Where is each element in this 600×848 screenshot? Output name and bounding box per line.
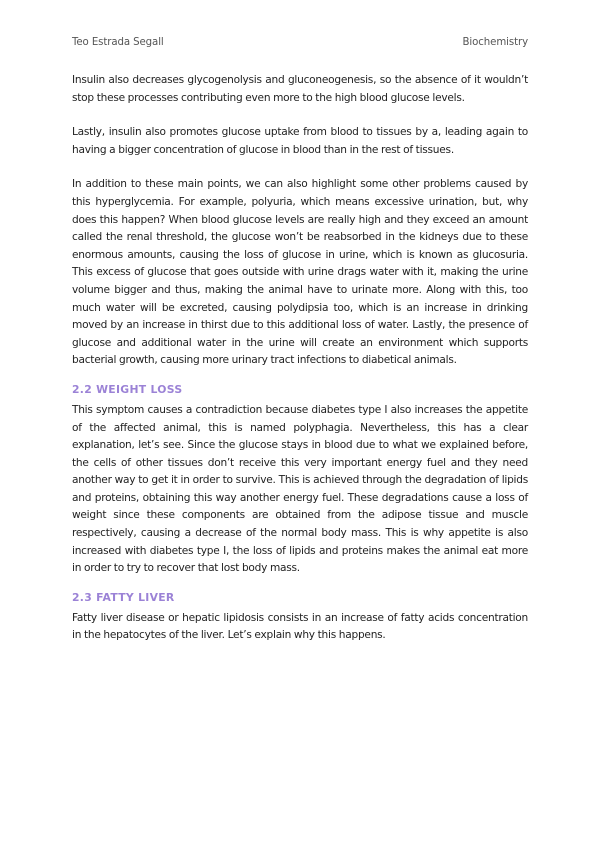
author-name: Teo Estrada Segall (72, 37, 164, 48)
section-heading-weight-loss: 2.2 WEIGHT LOSS (72, 382, 183, 396)
paragraph-weight-loss: This symptom causes a contradiction because diabetes type I also increases the appetite of the affected animal, this is named polyphagia. Nevertheless, this has a clear explanation, let’s see. Since the glucose stays in blood due to what we explained before, the cells of other tissues don’t receive this very important energy fuel and they need another way to get it in order to survive. This is achieved through the degradation of lipids and proteins, obtaining this way another energy fuel. These degradations cause a loss of weight since these components are obtained from the adipose tissue and muscle respectively, causing a decrease of the normal body mass. This is why appetite is also increased with diabetes type I, the loss of lipids and proteins makes the animal eat more in order to try to recover that lost body mass. (72, 403, 528, 575)
paragraph-hyperglycemia-problems: In addition to these main points, we can also highlight some other problems caused by this hyperglycemia. For example, polyuria, which means excessive urination, but, why does this happen? When blood glucose levels are really high and they exceed an amount called the renal threshold, the glucose won’t be reabsorbed in the kidneys due to these enormous amounts, causing the loss of glucose in urine, which is known as glucosuria. This excess of glucose that goes outside with urine drags water with it, making the urine volume bigger and thus, making the animal have to urinate more. Along with this, too much water will be excreted, causing polydipsia too, which is an increase in drinking moved by an increase in thirst due to this additional loss of water. Lastly, the presence of glucose and additional water in the urine will create an environment which supports bacterial growth, causing more urinary tract infections to diabetical animals. (72, 178, 528, 367)
document-body (72, 72, 528, 662)
page-header (72, 37, 528, 48)
paragraph-glucose-uptake: Lastly, insulin also promotes glucose uptake from blood to tissues by a, leading again to having a bigger concentration of glucose in blood than in the rest of tissues. (72, 126, 528, 156)
paragraph-fatty-liver: Fatty liver disease or hepatic lipidosis consists in an increase of fatty acids concentration in the hepatocytes of the liver. Let’s explain why this happens. (72, 611, 528, 642)
subject-name: Biochemistry (462, 37, 528, 48)
paragraph-glycogenolysis: Insulin also decreases glycogenolysis and gluconeogenesis, so the absence of it wouldn’t stop these processes contributing even more to the high blood glucose levels. (72, 74, 528, 104)
section-heading-fatty-liver: 2.3 FATTY LIVER (72, 590, 175, 604)
